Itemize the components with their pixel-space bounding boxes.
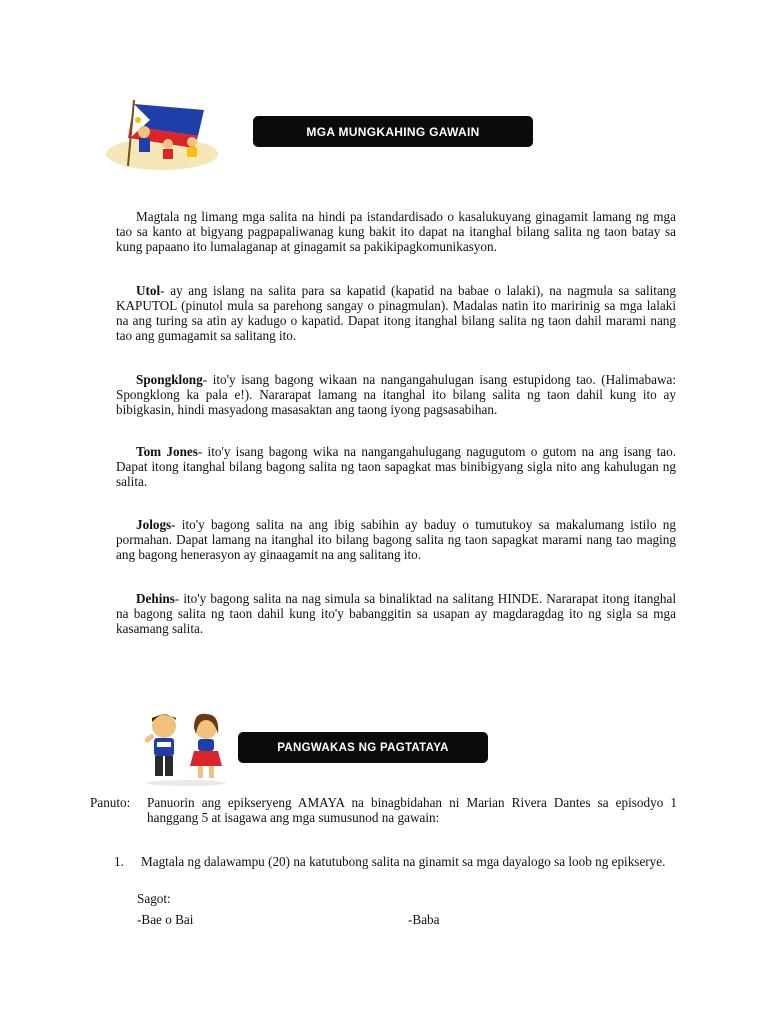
sagot-label: Sagot: xyxy=(137,891,171,906)
panuto-text: Panuorin ang epikseryeng AMAYA na binagbidahan ni Marian Rivera Dantes sa episodyo 1 hanggang 5 at isagawa ang mga sumusunod na gawain: xyxy=(147,795,677,825)
item-number: 1. xyxy=(114,854,124,869)
entry-tom-jones: Tom Jones- ito'y isang bagong wika na nangangahulugang nagugutom o gutom na ang isang tao. Dapat itong itanghal bilang bagong salita ng taon sapagkat mas binibigyang sigla nito ang kahulugan ng salita. xyxy=(116,444,677,489)
entry-jologs: Jologs- ito'y bagong salita na ang ibig sabihin ay baduy o tumutukoy sa makalumang istilo ng pormahan. Dapat lamang na itanghal ito bilang bagong salita ng taon sapagkat marami nang tao maging ang bagong henerasyon ay ginaagamit na ang salitang ito. xyxy=(116,517,676,562)
entry-dehins: Dehins- ito'y bagong salita na nag simula sa binaliktad na salitang HINDE. Nararapat itong itanghal na bagong salita ng taon dahil kung ito'y babanggitin sa usapan ay magdaragdag ito ng sigla sa mga kasamang salita. xyxy=(116,591,676,636)
intro-paragraph: Magtala ng limang mga salita na hindi pa istandardisado o kasalukuyang ginagamit lamang ng mga tao sa kanto at bigyang pagpapaliwanag kung bakit ito dapat na itanghal bilang salita ng taon batay sa kung papaano ito lumalaganap at ginagamit sa pakikipagkomunikasyon. xyxy=(116,209,676,254)
entry-term: Tom Jones xyxy=(136,444,198,459)
entry-term: Dehins xyxy=(136,591,175,606)
boy-girl-illustration xyxy=(140,708,232,786)
entry-utol: Utol- ay ang islang na salita para sa kapatid (kapatid na babae o lalaki), na nagmula sa salitang KAPUTOL (pinutol mula sa parehong sangay o pinagmulan). Madalas natin ito maririnig sa mga lalaki na ang turing sa atin ay kadugo o kapatid. Dapat itong itanghal bilang salita ng taon dahil marami nang tao ang gumagamit sa salitang ito. xyxy=(116,283,676,343)
entry-spongklong: Spongklong- ito'y isang bagong wikaan na nangangahulugan isang estupidong tao. (Halimabawa: Spongklong ka pala e!). Nararapat lamang na itanghal ito bilang salita ng taon dahil kung ito ay bibigkasin, hindi masyadong masasaktan ang taong iyong pagsasabihan. xyxy=(116,372,676,417)
entry-term: Utol xyxy=(136,283,161,298)
flag-kids-illustration xyxy=(100,96,218,172)
section-banner-pangwakas-ng-pagtataya: PANGWAKAS NG PAGTATAYA xyxy=(238,732,488,763)
entry-term: Jologs xyxy=(136,517,172,532)
item-text: Magtala ng dalawampu (20) na katutubong salita na ginamit sa mga dayalogo sa loob ng epikserye. xyxy=(141,854,666,869)
panuto-label: Panuto: xyxy=(90,795,131,810)
section-banner-mga-mungkahing-gawain: MGA MUNGKAHING GAWAIN xyxy=(253,116,533,147)
answer-item: -Baba xyxy=(408,912,440,927)
answer-item: -Bae o Bai xyxy=(137,912,194,927)
entry-term: Spongklong xyxy=(136,372,203,387)
